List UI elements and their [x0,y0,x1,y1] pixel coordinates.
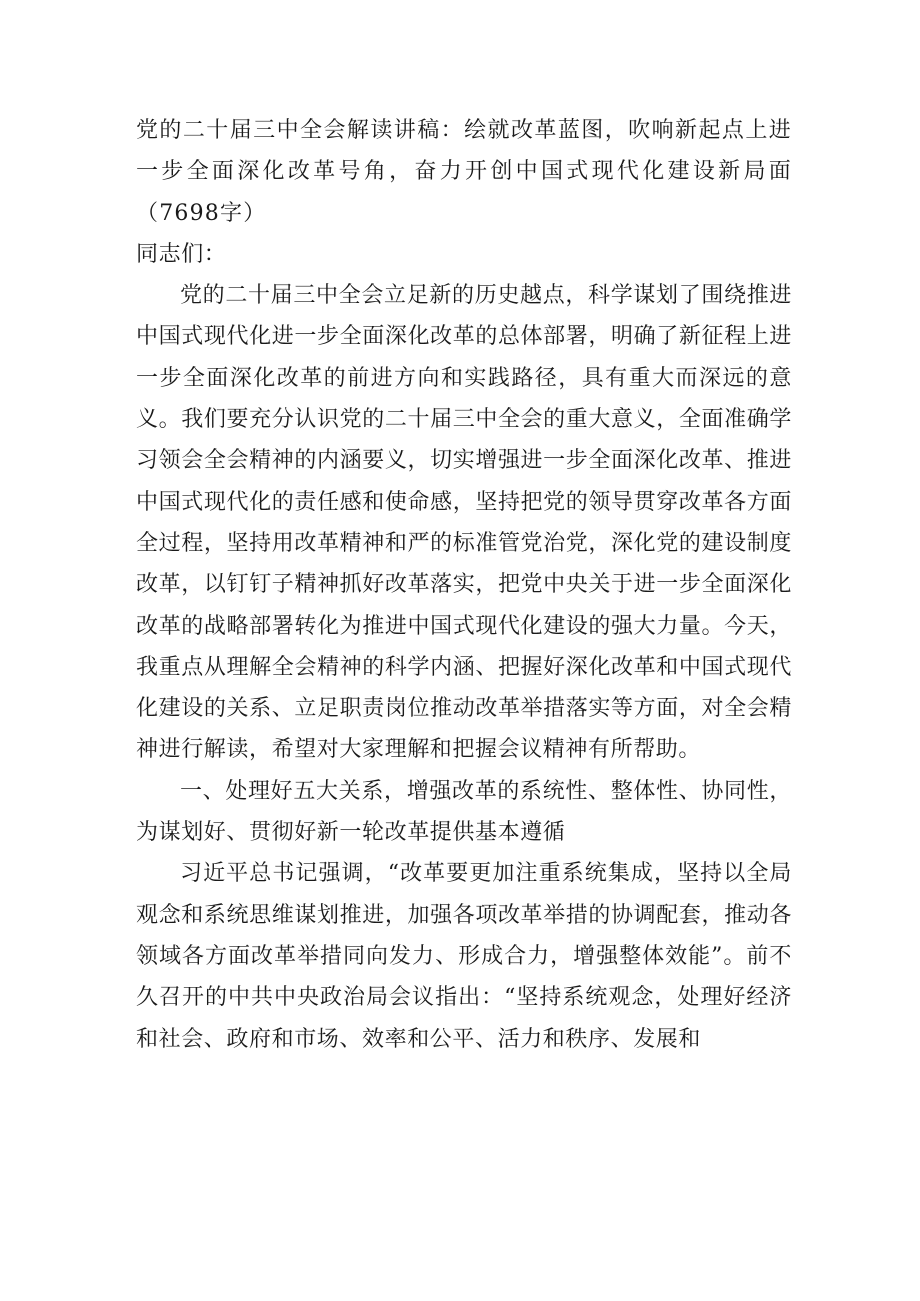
document-body [136,110,792,1060]
paragraph-intro: 党的二十届三中全会立足新的历史越点，科学谋划了围绕推进中国式现代化进一步全面深化改革的总体部署，明确了新征程上进一步全面深化改革的前进方向和实践路径，具有重大而深远的意义。我们要充分认识党的二十届三中全会的重大意义，全面准确学习领会全会精神的内涵要义，切实增强进一步全面深化改革、推进中国式现代化的责任感和使命感，坚持把党的领导贯穿改革各方面全过程，坚持用改革精神和严的标准管党治党，深化党的建设制度改革，以钉钉子精神抓好改革落实，把党中央关于进一步全面深化改革的战略部署转化为推进中国式现代化建设的强大力量。今天，我重点从理解全会精神的科学内涵、把握好深化改革和中国式现代化建设的关系、立足职责岗位推动改革举措落实等方面，对全会精神进行解读，希望对大家理解和把握会议精神有所帮助。 [136,283,792,763]
greeting: 同志们： [136,241,227,267]
paragraph-section-1: 习近平总书记强调，“改革要更加注重系统集成，坚持以全局观念和系统思维谋划推进，加强各项改革举措的协调配套，推动各领域各方面改革举措同向发力、形成合力，增强整体效能”。前不久召开的中共中央政治局会议指出：“坚持系统观念，处理好经济和社会、政府和市场、效率和公平、活力和秩序、发展和 [136,861,792,1052]
document-title: 党的二十届三中全会解读讲稿：绘就改革蓝图，吹响新起点上进一步全面深化改革号角，奋力开创中国式现代化建设新局面（7698字） [136,118,792,226]
section-heading-1: 一、处理好五大关系，增强改革的系统性、整体性、协同性，为谋划好、贯彻好新一轮改革提供基本遵循 [136,778,792,846]
